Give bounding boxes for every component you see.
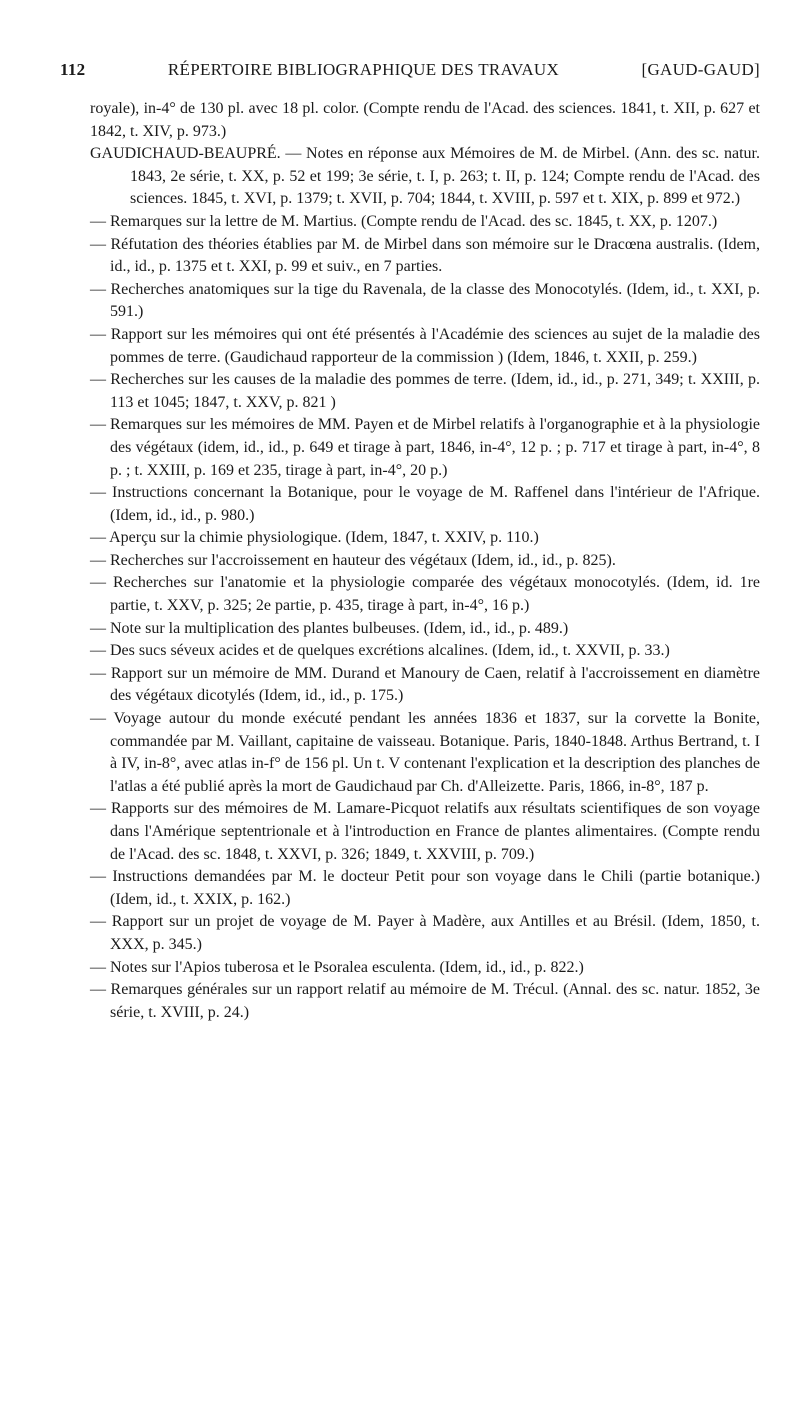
bibliography-entry: — Instructions demandées par M. le docteur Petit pour son voyage dans le Chili (partie botanique.) (Idem, id., t. XXIX, p. 162.) — [90, 868, 760, 908]
bibliography-entry: — Réfutation des théories établies par M. de Mirbel dans son mémoire sur le Dracœna australis. (Idem, id., id., p. 1375 et t. XXI, p. 99 et suiv., en 7 parties. — [90, 235, 760, 276]
bibliography-entry: — Note sur la multiplication des plantes bulbeuses. (Idem, id., id., p. 489.) — [90, 619, 569, 637]
bibliography-entry: — Recherches sur l'anatomie et la physiologie comparée des végétaux monocotylés. (Idem, id. 1re partie, t. XXV, p. 325; 2e partie, p. 435, tirage à part, in-4°, 16 p.) — [90, 574, 760, 615]
bibliography-entry: — Rapport sur les mémoires qui ont été présentés à l'Académie des sciences au sujet de la maladie des pommes de terre. (Gaudichaud rapporteur de la commission ) (Idem, 1846, t. XXII, p. 259.) — [90, 325, 760, 366]
running-title: RÉPERTOIRE BIBLIOGRAPHIQUE DES TRAVAUX — [167, 60, 560, 79]
bibliography-entry: — Voyage autour du monde exécuté pendant les années 1836 et 1837, sur la corvette la Bonite, commandée par M. Vaillant, capitaine de vaisseau. Botanique. Paris, 1840-1848. Arthus Bertrand, t. I à IV, in-8°, avec atlas in-f° de 156 pl. Un t. V contenant l'explication et la description des planches de l'atlas a été publié après la mort de Gaudichaud par Ch. d'Alleizette. Paris, 1866, in-8°, 187 p. — [90, 710, 760, 795]
alphabetical-range: [GAUD-GAUD] — [641, 60, 760, 79]
bibliography-entry: — Instructions concernant la Botanique, pour le voyage de M. Raffenel dans l'intérieur de l'Afrique. (Idem, id., id., p. 980.) — [90, 484, 760, 524]
bibliography-entry: — Rapports sur des mémoires de M. Lamare-Picquot relatifs aux résultats scientifiques de son voyage dans l'Amérique septentrionale et à l'introduction en France de plantes alimentaires. (Compte rendu de l'Acad. des sc. 1848, t. XXVI, p. 326; 1849, t. XXVIII, p. 709.) — [90, 800, 760, 863]
bibliography-entry: — Recherches sur l'accroissement en hauteur des végétaux (Idem, id., id., p. 825). — [90, 551, 616, 569]
bibliography-entry: — Remarques sur les mémoires de MM. Payen et de Mirbel relatifs à l'organographie et à la physiologie des végétaux (idem, id., id., p. 649 et tirage à part, 1846, in-4°, 12 p. ; p. 717 et tirage à part, in-4°, 8 p. ; t. XXIII, p. 169 et 235, tirage à part, in-4°, 20 p.) — [90, 416, 760, 479]
bibliography-entry: — Recherches sur les causes de la maladie des pommes de terre. (Idem, id., id., p. 271, 349; t. XXIII, p. 113 et 1045; 1847, t. XXV, p. 821 ) — [90, 371, 760, 411]
bibliography-entry: — Aperçu sur la chimie physiologique. (Idem, 1847, t. XXIV, p. 110.) — [90, 529, 539, 547]
bibliography-entry: — Notes sur l'Apios tuberosa et le Psoralea esculenta. (Idem, id., id., p. 822.) — [90, 958, 584, 976]
page-number: 112 — [60, 60, 86, 79]
bibliography-text — [90, 98, 760, 1024]
page-header — [60, 60, 760, 80]
bibliography-entry: — Remarques sur la lettre de M. Martius. (Compte rendu de l'Acad. des sc. 1845, t. XX, p. 1207.) — [90, 212, 718, 230]
bibliography-entry: — Rapport sur un projet de voyage de M. Payer à Madère, aux Antilles et au Brésil. (Idem, 1850, t. XXX, p. 345.) — [90, 913, 760, 953]
continued-entry: royale), in-4° de 130 pl. avec 18 pl. color. (Compte rendu de l'Acad. des sciences. 1841, t. XII, p. 627 et 1842, t. XIV, p. 973.) — [90, 100, 760, 140]
bibliography-entry: — Des sucs séveux acides et de quelques excrétions alcalines. (Idem, id., t. XXVII, p. 33.) — [90, 642, 670, 660]
bibliography-entry: — Recherches anatomiques sur la tige du Ravenala, de la classe des Monocotylés. (Idem, id., t. XXI, p. 591.) — [90, 280, 760, 321]
bibliography-entry: — Remarques générales sur un rapport relatif au mémoire de M. Trécul. (Annal. des sc. natur. 1852, 3e série, t. XVIII, p. 24.) — [90, 981, 760, 1021]
bibliography-entry: — Rapport sur un mémoire de MM. Durand et Manoury de Caen, relatif à l'accroissement en diamètre des végétaux dicotylés (Idem, id., id., p. 175.) — [90, 664, 760, 705]
author-entry: GAUDICHAUD-BEAUPRÉ. — Notes en réponse aux Mémoires de M. de Mirbel. (Ann. des sc. natur. 1843, 2e série, t. XX, p. 52 et 199; 3e série, t. I, p. 263; t. II, p. 124; Compte rendu de l'Acad. des sciences. 1845, t. XVI, p. 1379; t. XVII, p. 704; 1844, t. XVIII, p. 597 et t. XIX, p. 899 et 972.) — [90, 145, 760, 208]
